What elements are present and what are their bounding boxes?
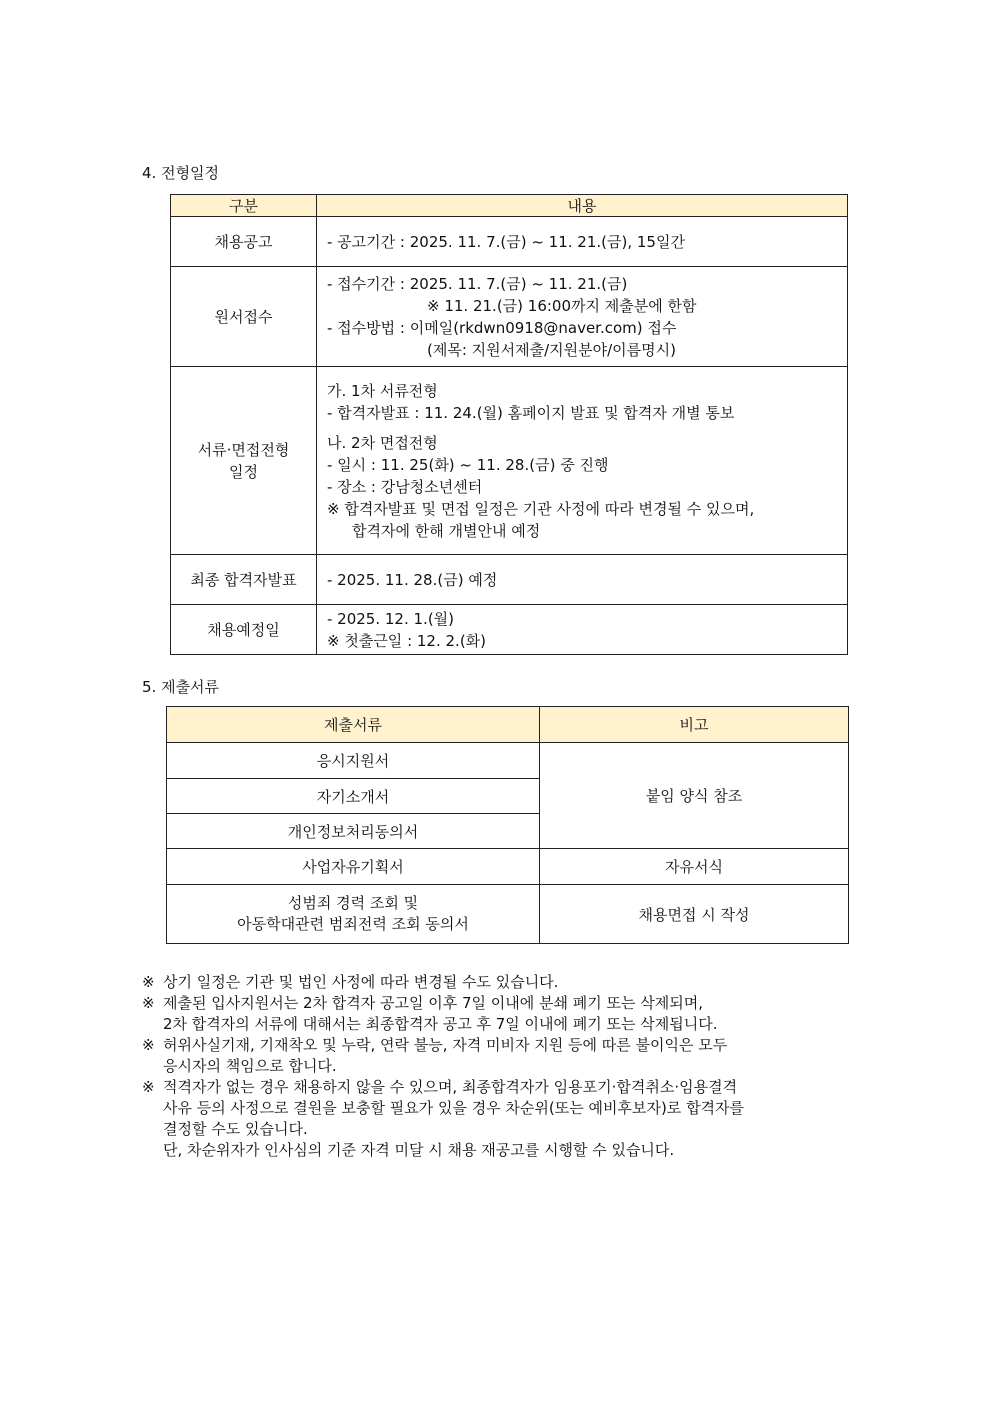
document-name: 사업자유기획서 [167,849,540,885]
schedule-content [317,605,848,655]
content-line: - 2025. 11. 28.(금) 예정 [327,570,498,589]
schedule-row-application [171,267,848,367]
document-remark: 붙임 양식 참조 [540,743,849,849]
schedule-row-hire-date [171,605,848,655]
document-name: 개인정보처리동의서 [167,814,540,849]
schedule-content [317,267,848,367]
label-line: 서류·면접전형 [197,440,290,459]
schedule-label: 최종 합격자발표 [171,555,317,605]
content-line: (제목: 지원서제출/지원분야/이름명시) [427,340,676,359]
document-name-line: 성범죄 경력 조회 및 [287,894,419,912]
note-mark: ※ [142,1078,155,1096]
schedule-content [317,555,848,605]
document-name-line: 아동학대관련 범죄전력 조회 동의서 [237,915,469,933]
note-mark [142,1140,163,1161]
label-line: 일정 [229,462,258,481]
content-line: - 2025. 12. 1.(월) [327,609,455,628]
schedule-label: 채용공고 [171,217,317,267]
note-mark: ※ [142,973,155,991]
content-line: 가. 1차 서류전형 [327,381,438,400]
schedule-row-announcement [171,217,848,267]
content-line: - 장소 : 강남청소년센터 [327,477,483,496]
note-line: 적격자가 없는 경우 채용하지 않을 수 있으며, 최종합격자가 임용포기·합격취소·임용결격 [163,1078,738,1096]
notes-list [142,972,852,1161]
note-text [163,972,852,993]
note-line: 2차 합격자의 서류에 대해서는 최종합격자 공고 후 7일 이내에 폐기 또는 삭제됩니다. [163,1015,718,1033]
content-line: 나. 2차 면접전형 [327,433,438,452]
content-line: - 공고기간 : 2025. 11. 7.(금) ~ 11. 21.(금), 15일간 [327,232,685,251]
schedule-content [317,367,848,555]
document-name [167,885,540,944]
document-name: 자기소개서 [167,779,540,814]
note-line: 단, 차순위자가 인사심의 기준 자격 미달 시 채용 재공고를 시행할 수 있습니다. [163,1141,675,1159]
note-item [142,1140,852,1161]
note-item [142,1077,852,1140]
table-row [167,743,849,779]
note-text [163,1140,852,1161]
note-item [142,972,852,993]
content-line: ※ 11. 21.(금) 16:00까지 제출분에 한함 [427,296,697,315]
note-text [163,993,852,1035]
section-5-title: 5. 제출서류 [142,678,220,696]
content-line: - 접수방법 : 이메일(rkdwn0918@naver.com) 접수 [327,318,677,337]
note-line: 결정할 수도 있습니다. [163,1120,308,1138]
content-line: ※ 합격자발표 및 면접 일정은 기관 사정에 따라 변경될 수 있으며, [327,499,755,518]
section-4-title: 4. 전형일정 [142,164,220,182]
table-row [167,885,849,944]
note-item [142,993,852,1035]
schedule-label: 원서접수 [171,267,317,367]
note-text [163,1077,852,1140]
schedule-header-category: 구분 [171,195,317,217]
content-line: - 합격자발표 : 11. 24.(월) 홈페이지 발표 및 합격자 개별 통보 [327,403,735,422]
schedule-row-final [171,555,848,605]
documents-header-remarks: 비고 [540,707,849,743]
schedule-content [317,217,848,267]
schedule-row-screening [171,367,848,555]
document-name: 응시지원서 [167,743,540,779]
document-remark: 채용면접 시 작성 [540,885,849,944]
note-line: 상기 일정은 기관 및 법인 사정에 따라 변경될 수도 있습니다. [163,973,559,991]
schedule-label [171,367,317,555]
note-mark: ※ [142,994,155,1012]
documents-table [166,706,849,944]
note-item [142,1035,852,1077]
schedule-header-content: 내용 [317,195,848,217]
note-line: 허위사실기재, 기재착오 및 누락, 연락 불능, 자격 미비자 지원 등에 따른 불이익은 모두 [163,1036,728,1054]
document-remark: 자유서식 [540,849,849,885]
schedule-label: 채용예정일 [171,605,317,655]
content-line: ※ 첫출근일 : 12. 2.(화) [327,631,487,650]
documents-header-docs: 제출서류 [167,707,540,743]
note-text [163,1035,852,1077]
content-line: - 일시 : 11. 25(화) ~ 11. 28.(금) 중 진행 [327,455,609,474]
content-line: - 접수기간 : 2025. 11. 7.(금) ~ 11. 21.(금) [327,274,628,293]
note-line: 사유 등의 사정으로 결원을 보충할 필요가 있을 경우 차순위(또는 예비후보자)로 합격자를 [163,1099,745,1117]
table-row [167,849,849,885]
note-line: 응시자의 책임으로 합니다. [163,1057,337,1075]
note-line: 제출된 입사지원서는 2차 합격자 공고일 이후 7일 이내에 분쇄 폐기 또는 삭제되며, [163,994,703,1012]
schedule-table [170,194,848,655]
note-mark: ※ [142,1036,155,1054]
content-line: 합격자에 한해 개별안내 예정 [352,521,541,540]
